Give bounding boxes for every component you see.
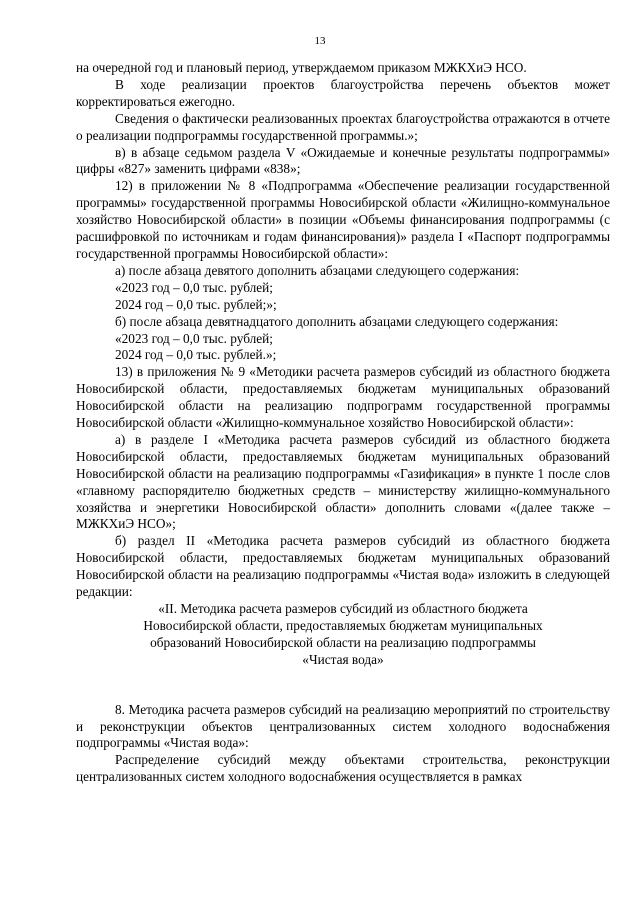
paragraph: 12) в приложении № 8 «Подпрограмма «Обеспечение реализации государственной программы» государственной программы Новосибирской области «Жилищно-коммунальное хозяйство Новосибирской области» в позиции «Объемы финансирования подпрограммы (с расшифровкой по источникам и годам финансирования)» раздела I «Паспорт подпрограммы государственной программы Новосибирской области»: <box>76 178 610 261</box>
paragraph: «Чистая вода» <box>302 651 384 667</box>
paragraph: Распределение субсидий между объектами строительства, реконструкции централизованных систем холодного водоснабжения осуществляется в рамках <box>76 752 610 785</box>
paragraph: на очередной год и плановый период, утверждаемом приказом МЖКХиЭ НСО. <box>76 60 527 75</box>
paragraph: а) в разделе I «Методика расчета размеров субсидий из областного бюджета Новосибирской области, предоставляемых бюджетам муниципальных образований Новосибирской области на реализацию подпрограммы «Газификация» в пункте 1 после слов «главному распорядителю бюджетных средств – министерству жилищно-коммунального хозяйства и энергетики Новосибирской области» дополнить словами «(далее также – МЖКХиЭ НСО»; <box>76 431 610 532</box>
paragraph: Сведения о фактически реализованных проектах благоустройства отражаются в отчете о реализации подпрограммы государственной программы.»; <box>76 110 610 143</box>
paragraph: а) после абзаца девятого дополнить абзацами следующего содержания: <box>115 262 520 278</box>
paragraph: в) в абзаце седьмом раздела V «Ожидаемые и конечные результаты подпрограммы» цифры «827» заменить цифрами «838»; <box>76 144 610 177</box>
paragraph: «2023 год – 0,0 тыс. рублей; <box>115 279 273 295</box>
paragraph: 2024 год – 0,0 тыс. рублей.»; <box>115 347 277 363</box>
paragraph: В ходе реализации проектов благоустройства перечень объектов может корректироваться ежегодно. <box>76 76 610 109</box>
paragraph: «II. Методика расчета размеров субсидий из областного бюджета <box>158 601 528 616</box>
paragraph: б) после абзаца девятнадцатого дополнить абзацами следующего содержания: <box>115 313 559 329</box>
document-body <box>76 60 610 786</box>
paragraph: 2024 год – 0,0 тыс. рублей;»; <box>115 296 277 312</box>
paragraph: «2023 год – 0,0 тыс. рублей; <box>115 330 273 346</box>
page-number: 13 <box>314 35 326 47</box>
paragraph: 13) в приложения № 9 «Методики расчета размеров субсидий из областного бюджета Новосибирской области, предоставляемых бюджетам муниципальных образований Новосибирской области на реализацию подпрограмм государственной программы Новосибирской области «Жилищно-коммунальное хозяйство Новосибирской области»: <box>76 364 610 431</box>
paragraph: б) раздел II «Методика расчета размеров субсидий из областного бюджета Новосибирской области, предоставляемых бюджетам муниципальных образований Новосибирской области на реализацию подпрограммы «Чистая вода» изложить в следующей редакции: <box>76 533 610 600</box>
paragraph: 8. Методика расчета размеров субсидий на реализацию мероприятий по строительству и реконструкции объектов централизованных систем холодного водоснабжения подпрограммы «Чистая вода»: <box>76 701 610 751</box>
paragraph: Новосибирской области, предоставляемых бюджетам муниципальных <box>143 617 543 633</box>
paragraph: образований Новосибирской области на реализацию подпрограммы <box>150 634 536 650</box>
